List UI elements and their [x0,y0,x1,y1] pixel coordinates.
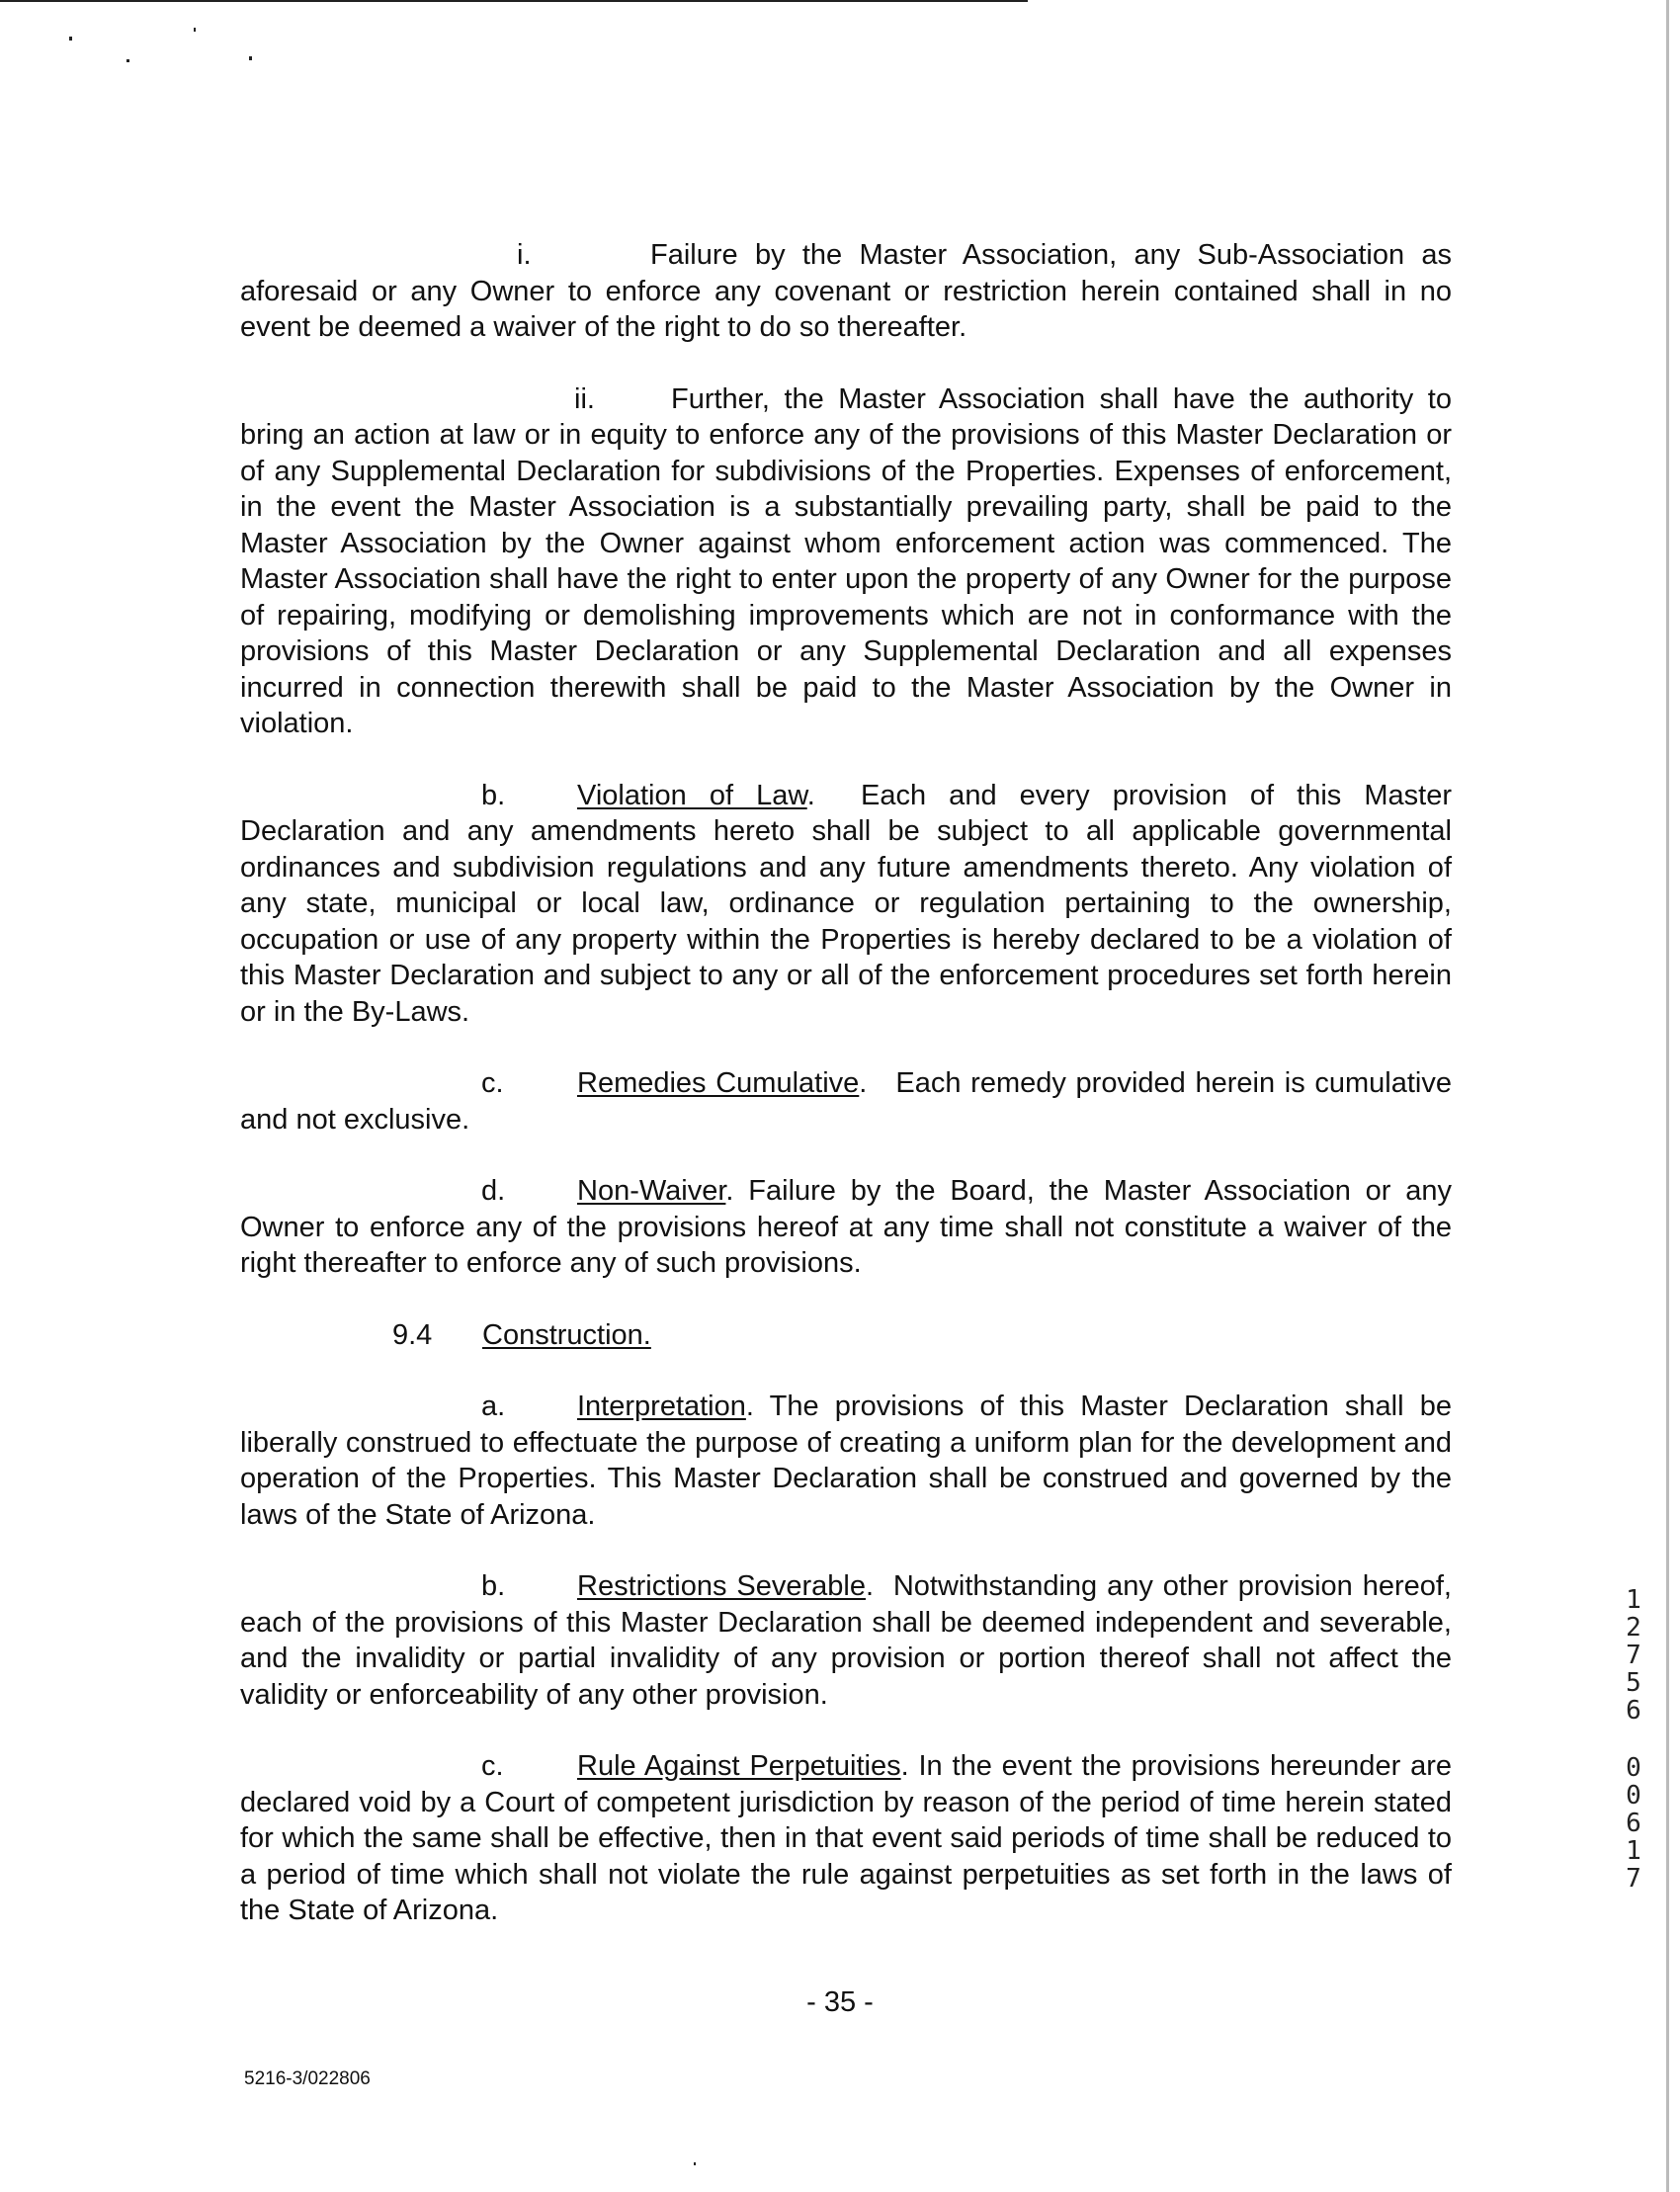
clause-heading: Restrictions Severable [577,1570,866,1602]
clause-text: In the event the provisions hereunder are declared void by a Court of competent jurisdiction by reason of the period of time herein stated for which the same shall be effective, then in that event said periods of time shall be reduced to a period of time which shall not violate the rule against perpetuities as set forth in the laws of the State of Arizona. [240,1750,1452,1926]
clause-text: Notwithstanding any other provision hereof, each of the provisions of this Master Declaration shall be deemed independent and severable, and the invalidity or partial invalidity of any provision or portion thereof shall not affect the validity or enforceability of any other provision. [240,1570,1452,1711]
recording-digit: 0 [1626,1753,1641,1783]
document-code: 5216-3/022806 [244,2068,371,2089]
section-heading: Construction. [482,1318,651,1351]
clause-ii [240,381,1452,742]
clause-label: a. [481,1391,506,1422]
clause-a-interpretation: a. Interpretation. The provisions of this Master Declaration shall be liberally construed to effectuate the purpose of creating a uniform plan for the development and operation of the Properties. This Master Declaration shall be construed and governed by the laws of the State of Arizona. [240,1391,1452,1531]
clause-text: The provisions of this Master Declaration shall be liberally construed to effectuate the purpose of creating a uniform plan for the development and operation of the Properties. This Master Declaration shall be construed and governed by the laws of the State of Arizona. [240,1391,1452,1531]
clause-label: d. [481,1175,506,1207]
scan-page-edge [1666,0,1669,2192]
clause-c-rule-against-perpetuities: c. Rule Against Perpetuities. In the event the provisions hereunder are declared void by a Court of competent jurisdiction by reason of the period of time herein stated for which the same shall be effective, then in that event said periods of time shall be reduced to a period of time which shall not violate the rule against perpetuities as set forth in the laws of the State of Arizona. [240,1750,1452,1926]
clause-heading: Interpretation [577,1391,746,1422]
recording-digit: 7 [1626,1864,1641,1894]
scan-artifact-line [0,0,1028,2]
clause-text: Failure by the Master Association, any Sub-Association as aforesaid or any Owner to enforce any covenant or restriction herein contained shall in no event be deemed a waiver of the right to do so thereafter. [240,239,1452,343]
clause-heading: Violation of Law [577,779,807,811]
clause-c-remedies-cumulative: c. Remedies Cumulative. Each remedy provided herein is cumulative and not exclusive. [240,1067,1452,1136]
clause-label: c. [481,1067,504,1099]
clause-text: Failure by the Board, the Master Association or any Owner to enforce any of the provisions hereof at any time shall not constitute a waiver of the right thereafter to enforce any of such provisions. [240,1175,1452,1279]
clause-label: i. [517,239,532,271]
clause-text: Each and every provision of this Master Declaration and any amendments hereto shall be subject to all applicable governmental ordinances and subdivision regulations and any future amendments thereto. Any violation of any state, municipal or local law, ordinance or regulation pertaining to the ownership, occupation or use of any property within the Properties is hereby declared to be a violation of this Master Declaration and subject to any or all of the enforcement procedures set forth herein or in the By-Laws. [240,779,1452,1028]
recording-digit: 2 [1626,1613,1641,1643]
page-number: - 35 - [806,1986,874,2018]
scan-artifact-dot [69,37,72,41]
clause-label: ii. [574,382,595,415]
recording-digit: 6 [1626,1696,1641,1726]
document-body [240,237,1452,1929]
clause-text: Further, the Master Association shall have the authority to bring an action at law or in equity to enforce any of the provisions of this Master Declaration or of any Supplemental Declaration for subdivisions of the Properties. Expenses of enforcement, in the event the Master Association is a substantially prevailing party, shall be paid to the Master Association by the Owner against whom enforcement action was commenced. The Master Association shall have the right to enter upon the property of any Owner for the purpose of repairing, modifying or demolishing improvements which are not in conformance with the provisions of this Master Declaration or any Supplemental Declaration and all expenses incurred in connection therewith shall be paid to the Master Association by the Owner in violation. [240,382,1452,739]
scan-artifact-dot [249,56,252,60]
scan-artifact-dot [126,59,129,62]
clause-label: b. [481,1570,506,1602]
scan-artifact-dot [694,2162,696,2165]
clause-b-restrictions-severable: b. Restrictions Severable. Notwithstanding any other provision hereof, each of the provisions of this Master Declaration shall be deemed independent and severable, and the invalidity or partial invalidity of any provision or portion thereof shall not affect the validity or enforceability of any other provision. [240,1570,1452,1711]
section-9-4 [240,1317,1452,1354]
section-number: 9.4 [392,1318,433,1351]
recording-number-stamp [1621,1586,1646,1893]
clause-text: Each remedy provided herein is cumulative and not exclusive. [240,1067,1452,1136]
clause-b-violation-of-law: b. Violation of Law. Each and every provision of this Master Declaration and any amendments hereto shall be subject to all applicable governmental ordinances and subdivision regulations and any future amendments thereto. Any violation of any state, municipal or local law, ordinance or regulation pertaining to the ownership, occupation or use of any property within the Properties is hereby declared to be a violation of this Master Declaration and subject to any or all of the enforcement procedures set forth herein or in the By-Laws. [240,779,1452,1028]
clause-d-non-waiver: d. Non-Waiver. Failure by the Board, the Master Association or any Owner to enforce any of the provisions hereof at any time shall not constitute a waiver of the right thereafter to enforce any of such provisions. [240,1175,1452,1279]
clause-heading: Non-Waiver [577,1175,726,1207]
clause-heading: Rule Against Perpetuities [577,1750,901,1782]
clause-i [240,237,1452,346]
clause-heading: Remedies Cumulative [577,1067,860,1099]
recording-digit: 1 [1626,1585,1641,1615]
recording-digit: 0 [1626,1781,1641,1811]
recording-digit: 1 [1626,1836,1641,1866]
clause-label: b. [481,779,506,811]
clause-label: c. [481,1750,504,1782]
scan-artifact-dot [194,28,196,32]
recording-digit: 7 [1626,1641,1641,1670]
recording-digit: 6 [1626,1809,1641,1838]
recording-digit: 5 [1626,1668,1641,1698]
